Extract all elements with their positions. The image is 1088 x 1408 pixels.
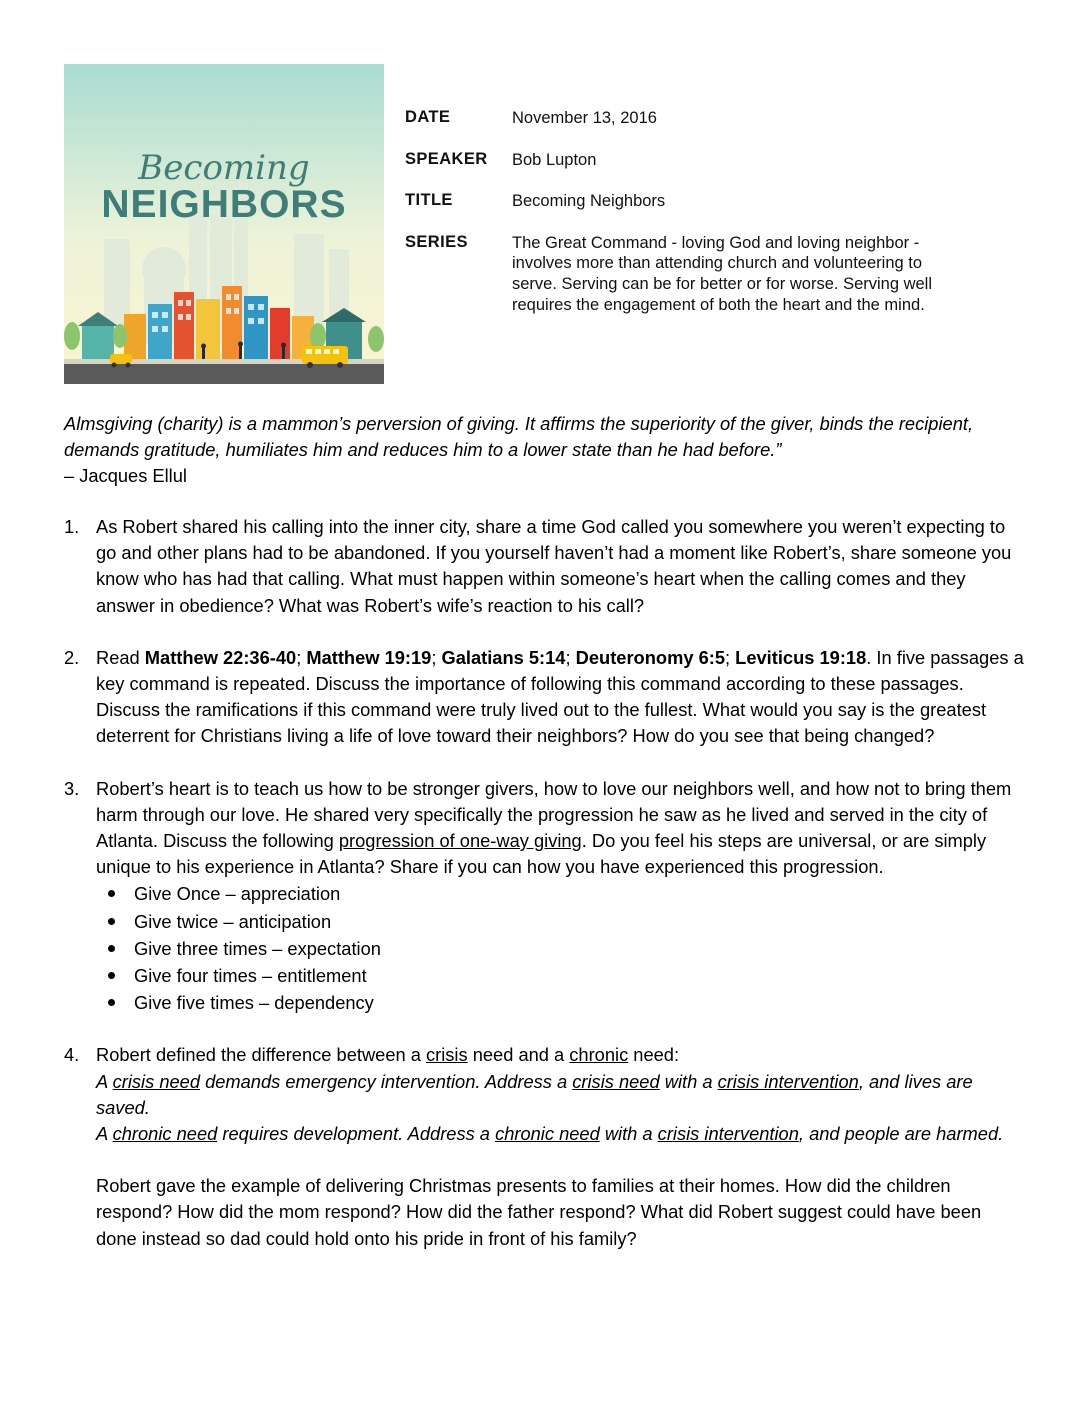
series-artwork (64, 64, 384, 384)
list-item: Give Once – appreciation (106, 880, 1024, 907)
underlined-phrase: crisis intervention (717, 1070, 859, 1092)
question-4 (64, 1042, 1024, 1251)
quote-text: Almsgiving (charity) is a mammon’s perversion of giving. It affirms the superiority of the giver, binds the recipient, demands gratitude, humiliates him and reduces him to a lower state than he had before.” (64, 413, 974, 461)
quote-attribution: – Jacques Ellul (64, 465, 187, 487)
text: with a (599, 1123, 658, 1145)
read-prefix: Read (96, 646, 145, 668)
speaker-value: Bob Lupton (512, 150, 597, 169)
scripture-ref: Deuteronomy 6:5 (575, 646, 725, 668)
text: , and lives are saved. (96, 1070, 973, 1118)
separator: ; (431, 646, 442, 668)
date-value: November 13, 2016 (512, 109, 657, 127)
series-label: SERIES (405, 232, 468, 251)
list-item: Give five times – dependency (106, 989, 1024, 1016)
underlined-phrase: crisis need (112, 1070, 200, 1092)
question-text: . Do you feel his steps are universal, or are simply unique to his experience in Atlanta? Share if you can how you have experienced this progression. (96, 830, 987, 878)
question-number: 2. (64, 646, 80, 668)
list-item: Give three times – expectation (106, 935, 1024, 962)
crisis-need-definition (96, 1069, 1024, 1121)
series-row (405, 233, 1005, 315)
underlined-phrase: progression of one-way giving (338, 830, 582, 852)
series-value: The Great Command - loving God and loving neighbor - involves more than attending church and volunteering to serve. Serving can be for better or for worse. Serving well requires the engagement of both the heart and the mind. (512, 233, 933, 314)
date-label: DATE (405, 108, 451, 126)
art-title-word: NEIGHBORS (101, 183, 347, 226)
sermon-info (405, 108, 1005, 336)
question-number: 3. (64, 777, 80, 799)
speaker-label: SPEAKER (405, 149, 488, 168)
question-number: 4. (64, 1044, 80, 1066)
scripture-ref: Matthew 22:36-40 (144, 646, 297, 668)
giving-progression-list (96, 880, 1024, 1016)
scripture-ref: Galatians 5:14 (441, 646, 566, 668)
list-item: Give twice – anticipation (106, 908, 1024, 935)
list-item: Give four times – entitlement (106, 962, 1024, 989)
title-value: Becoming Neighbors (512, 192, 666, 211)
underlined-word: chronic (569, 1044, 629, 1066)
text: A (96, 1070, 113, 1092)
need-definition-intro (96, 1042, 1024, 1068)
text: demands emergency intervention. Address a (200, 1070, 573, 1092)
speaker-row (405, 150, 1005, 171)
title-label: TITLE (405, 191, 453, 210)
separator: ; (296, 646, 307, 668)
text: need and a (467, 1044, 570, 1066)
separator: ; (725, 646, 736, 668)
chronic-need-definition (96, 1121, 1024, 1147)
opening-quote (64, 411, 1034, 490)
date-row (405, 108, 1005, 129)
text: with a (659, 1070, 718, 1092)
question-1 (64, 514, 1024, 619)
separator: ; (565, 646, 576, 668)
underlined-word: crisis (425, 1044, 468, 1066)
question-text: Robert’s heart is to teach us how to be stronger givers, how to love our neighbors well, and how not to bring them harm through our love. He shared very specifically the progression he saw as he lived and served in the city of Atlanta. Discuss the following (96, 777, 1012, 852)
school-bus (302, 346, 348, 364)
underlined-phrase: crisis need (572, 1070, 660, 1092)
art-script-word: Becoming (138, 148, 310, 188)
question-text: . In five passages a key command is repeated. Discuss the importance of following this command according to these passages. Discuss the ramifications if this command were truly lived out to the fullest. What would you say is the greatest deterrent for Christians living a life of love toward their neighbors? How do you see that being changed? (96, 646, 1024, 747)
text: A (96, 1123, 113, 1145)
christmas-example: Robert gave the example of delivering Christmas presents to families at their homes. How did the children respond? How did the mom respond? How did the father respond? What did Robert suggest could have been done instead so dad could hold onto his pride in front of his family? (96, 1175, 982, 1249)
question-2 (64, 645, 1024, 750)
road (64, 364, 384, 384)
question-3 (64, 776, 1024, 1017)
underlined-phrase: crisis intervention (657, 1123, 799, 1145)
scripture-ref: Leviticus 19:18 (735, 646, 867, 668)
discussion-questions (64, 514, 1024, 1278)
text: need: (628, 1044, 680, 1066)
text: , and people are harmed. (798, 1123, 1004, 1145)
title-row (405, 191, 1005, 212)
taxi (110, 354, 132, 364)
text: requires development. Address a (217, 1123, 496, 1145)
underlined-phrase: chronic need (495, 1123, 600, 1145)
underlined-phrase: chronic need (112, 1123, 218, 1145)
question-text: As Robert shared his calling into the inner city, share a time God called you somewhere you weren’t expecting to go and other plans had to be abandoned. If you yourself haven’t had a moment like Robert’s, share someone you know who has had that calling. What must happen within someone’s heart when the calling comes and they answer in obedience? What was Robert’s wife’s reaction to his call? (96, 516, 1012, 616)
scripture-ref: Matthew 19:19 (306, 646, 432, 668)
text: Robert defined the difference between a (96, 1044, 426, 1066)
question-number: 1. (64, 516, 80, 537)
